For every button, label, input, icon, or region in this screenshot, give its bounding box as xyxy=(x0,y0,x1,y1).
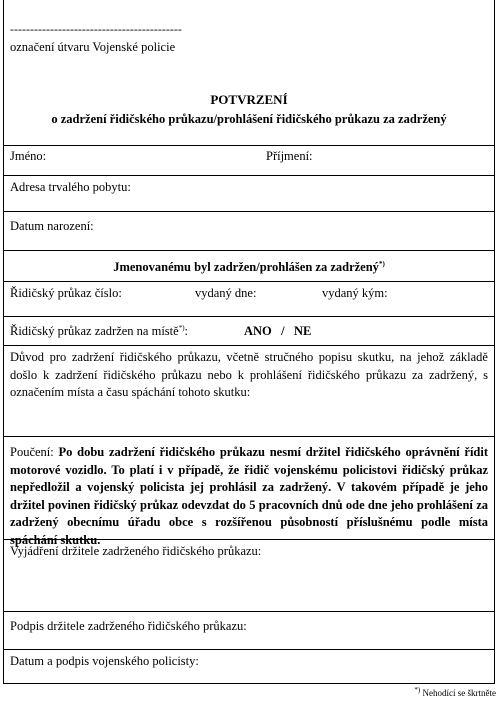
unit-label: označení útvaru Vojenské policie xyxy=(10,40,176,54)
officer-signature-label: Datum a podpis vojenského policisty: xyxy=(10,654,199,668)
footnote-mark: *) xyxy=(378,259,385,268)
onsite-row[interactable] xyxy=(4,317,494,346)
holder-signature-label: Podpis držitele zadrženého řidičského průkazu: xyxy=(10,619,247,633)
reason-row[interactable] xyxy=(4,346,494,437)
statement-row xyxy=(4,251,494,282)
notice-text: Po dobu zadržení řidičského průkazu nesmí držitel řidičského oprávnění řídit motorové vozidlo. To platí i v případě, že řidič vojenskému policistovi řidičský průkaz nepředložil a vojenský policista jej prohlásil za zadržený. V takovém případě je jeho držitel povinen řidičský průkaz odevzdat do 5 pracovních dnů ode dne jeho prohlášení za zadržený obecnímu úřadu obce s rozšířenou působností příslušnému podle místa spáchání skutku. xyxy=(10,445,489,547)
unit-signature-line: ------------------------------------------- xyxy=(10,22,182,36)
license-number-label: Řidičský průkaz číslo: xyxy=(10,286,122,300)
form-title: POTVRZENÍ xyxy=(210,92,288,107)
holder-statement-row[interactable] xyxy=(4,540,494,612)
footnote: *) Nehodící se škrtněte xyxy=(414,686,496,698)
reason-text: Důvod pro zadržení řidičského průkazu, včetně stručného popisu skutku, na jehož základě došlo k zadržení řidičského průkazu nebo k prohlášení řidičského průkazu za zadržený, s označením místa a času spáchání tohoto skutku: xyxy=(10,350,488,399)
name-row[interactable] xyxy=(4,145,494,176)
form-header xyxy=(4,0,494,146)
yes-no-options[interactable]: ANO / NE xyxy=(244,324,312,338)
dob-label: Datum narození: xyxy=(10,219,94,233)
dob-row[interactable] xyxy=(4,212,494,251)
footnote-mark: *) xyxy=(178,323,185,332)
onsite-label: Řidičský průkaz zadržen na místě*): xyxy=(10,323,189,338)
notice-paragraph xyxy=(10,444,488,549)
issued-date-label: vydaný dne: xyxy=(195,286,257,300)
holder-signature-row[interactable] xyxy=(4,612,494,650)
footnote-mark: *) xyxy=(414,686,421,694)
address-label: Adresa trvalého pobytu: xyxy=(10,180,131,194)
notice-row xyxy=(4,437,494,547)
notice-label: Poučení: xyxy=(10,445,59,459)
officer-signature-row[interactable] xyxy=(4,650,494,684)
issued-by-label: vydaný kým: xyxy=(322,286,388,300)
name-label: Jméno: xyxy=(10,149,47,163)
statement-text: Jmenovanému byl zadržen/prohlášen za zadržený*) xyxy=(113,259,385,274)
address-row[interactable] xyxy=(4,176,494,212)
form-subtitle: o zadržení řidičského průkazu/prohlášení řidičského průkazu za zadržený xyxy=(51,112,447,126)
confirmation-form xyxy=(3,0,495,684)
license-row[interactable] xyxy=(4,282,494,317)
surname-label: Příjmení: xyxy=(266,149,313,163)
holder-statement-label: Vyjádření držitele zadrženého řidičského průkazu: xyxy=(10,544,262,558)
